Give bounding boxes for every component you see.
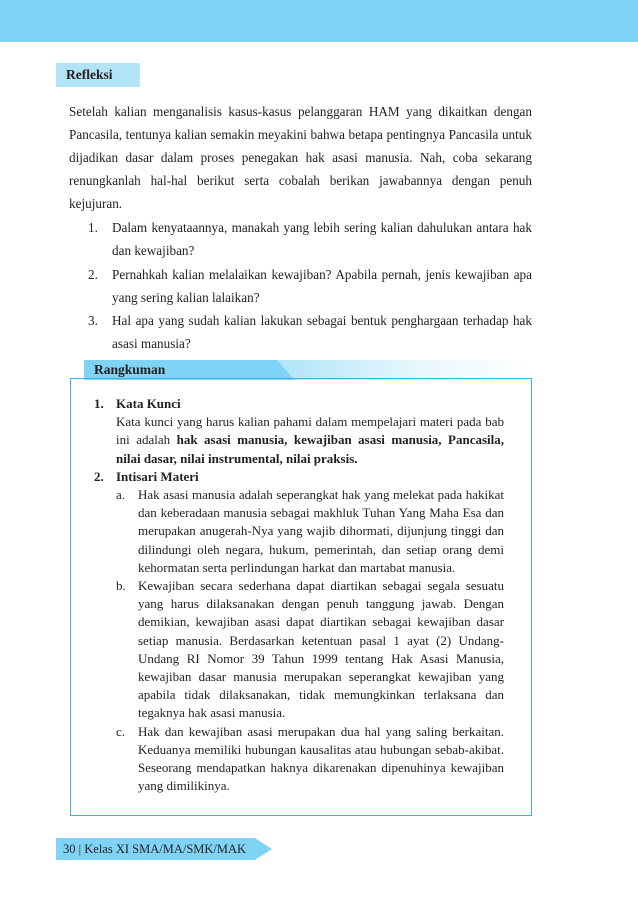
intisari-item xyxy=(116,486,504,577)
rangkuman-title: Rangkuman xyxy=(94,362,166,377)
rangkuman-tab xyxy=(84,360,528,380)
section-number: 1. xyxy=(94,396,104,411)
intisari-item xyxy=(116,723,504,796)
question-number: 2. xyxy=(88,266,98,282)
reflection-question-list xyxy=(88,216,532,356)
section-heading: Kata Kunci xyxy=(116,396,181,411)
item-text: Hak asasi manusia adalah seperangkat hak yang melekat pada hakikat dan keberadaan manusia sebagai makhluk Tuhan Yang Maha Esa dan merupakan anugerah-Nya yang wajib dihormati, dijunjung tinggi dan dilindungi oleh negara, hukum, pemerintah, dan setiap orang demi kehormatan serta perlindungan harkat dan martabat manusia. xyxy=(138,487,504,575)
intisari-item xyxy=(116,577,504,723)
question-item xyxy=(88,263,532,310)
question-number: 1. xyxy=(88,220,98,235)
section-number: 2. xyxy=(94,468,104,484)
kata-kunci-keywords: hak asasi manusia, kewajiban asasi manusia, Pancasila, nilai dasar, nilai instrumental, nilai praksis. xyxy=(116,432,504,466)
footer-page-label: 30 | Kelas XI SMA/MA/SMK/MAK xyxy=(63,842,247,856)
item-letter: c. xyxy=(116,723,126,739)
refleksi-paragraph: Setelah kalian menganalisis kasus-kasus pelanggaran HAM yang dikaitkan dengan Pancasila, tentunya kalian semakin meyakini bahwa betapa pentingnya Pancasila untuk dijadikan dasar dalam proses penegakan hak asasi manusia. Nah, coba sekarang renungkanlah hal-hal berikut serta cobalah berikan jawabannya dengan penuh kejujuran. xyxy=(69,104,532,212)
kata-kunci-intro: Kata kunci yang harus kalian pahami dalam mempelajari materi pada bab ini adalah xyxy=(116,414,504,448)
question-item xyxy=(88,309,532,356)
section-kata-kunci xyxy=(94,395,504,468)
intisari-list xyxy=(116,486,504,795)
header-band xyxy=(0,0,638,42)
section-intisari-materi xyxy=(94,468,504,796)
question-text: Pernahkah kalian melalaikan kewajiban? Apabila pernah, jenis kewajiban apa yang sering kalian lalaikan? xyxy=(112,266,532,305)
section-label-refleksi: Refleksi xyxy=(56,63,140,87)
item-text: Hak dan kewajiban asasi merupakan dua hal yang saling berkaitan. Keduanya memiliki hubungan kausalitas atau hubungan sebab-akibat. Seseorang mendapatkan haknya dikarenakan dipenuhinya kewajiban yang dimilikinya. xyxy=(138,723,504,794)
item-text: Kewajiban secara sederhana dapat diartikan sebagai segala sesuatu yang harus dilaksanakan dengan penuh tanggung jawab. Dengan demikian, kewajiban asasi dapat diartikan sebagai kewajiban dasar setiap manusia. Berdasarkan ketentuan pasal 1 ayat (2) Undang-Undang RI Nomor 39 Tahun 1999 tentang Hak Asasi Manusia, kewajiban dasar manusia merupakan seperangkat kewajiban yang apabila tidak dilaksanakan, tidak memungkinkan terlaksana dan tegaknya hak asasi manusia. xyxy=(138,578,504,721)
question-text: Dalam kenyataannya, manakah yang lebih sering kalian dahulukan antara hak dan kewajiban? xyxy=(112,220,532,259)
section-heading: Intisari Materi xyxy=(116,468,199,484)
question-text: Hal apa yang sudah kalian lakukan sebagai bentuk penghargaan terhadap hak asasi manusia? xyxy=(112,313,532,352)
kata-kunci-text xyxy=(116,413,504,468)
question-item xyxy=(88,216,532,263)
item-letter: a. xyxy=(116,487,126,503)
question-number: 3. xyxy=(88,313,98,329)
rangkuman-content xyxy=(94,395,504,795)
item-letter: b. xyxy=(116,578,126,594)
page-footer xyxy=(56,838,272,860)
